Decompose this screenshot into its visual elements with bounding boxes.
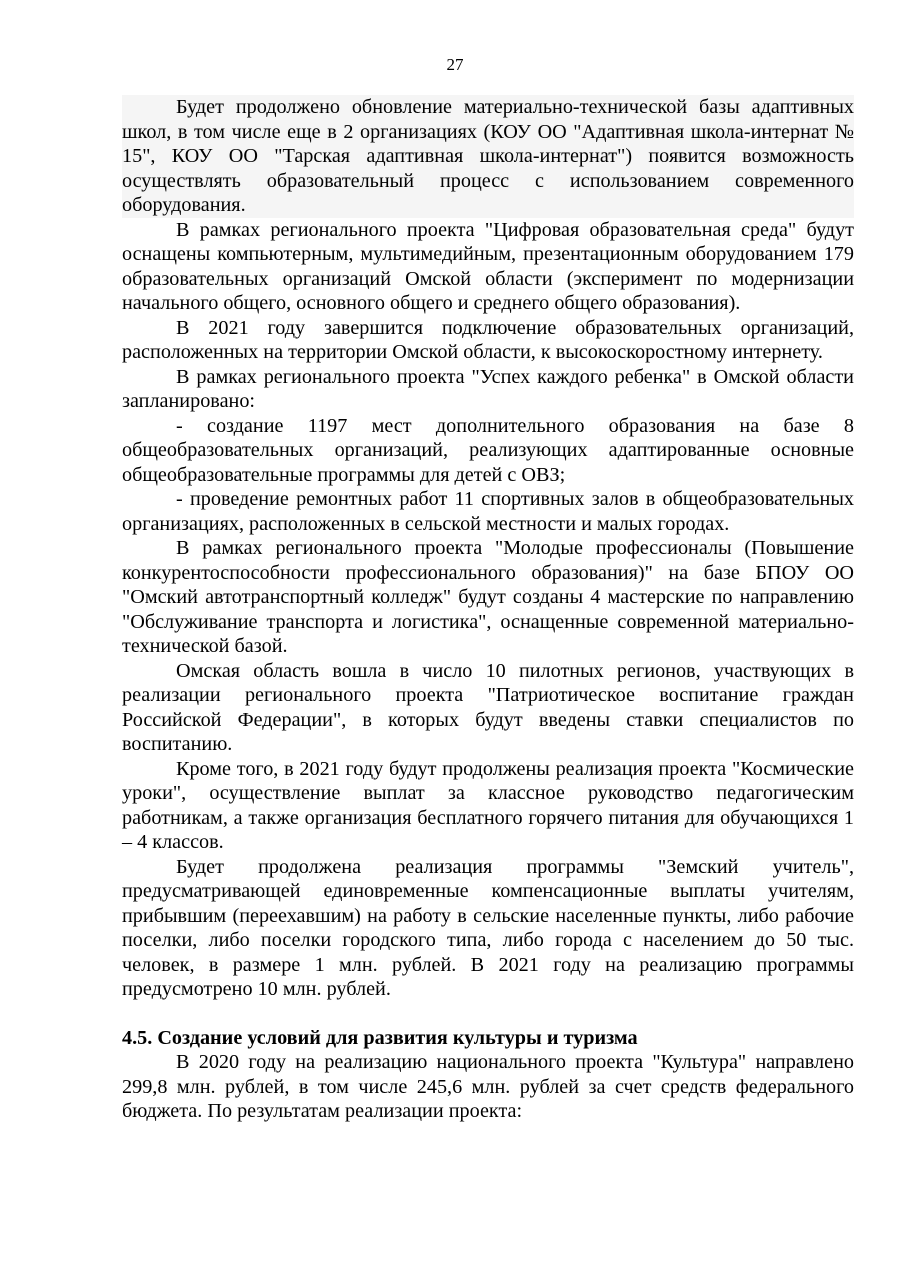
paragraph-space-lessons: Кроме того, в 2021 году будут продолжены реализация проекта "Космические уроки", осуществление выплат за классное руководство педагогическим работникам, а также организация бесплатного горячего питания для обучающихся 1 – 4 классов. xyxy=(122,757,854,853)
paragraph-internet-connection: В 2021 году завершится подключение образовательных организаций, расположенных на территории Омской области, к высокоскоростному интернету. xyxy=(122,316,854,363)
paragraph-success-of-every-child: В рамках регионального проекта "Успех каждого ребенка" в Омской области запланировано: xyxy=(122,365,854,412)
section-spacer xyxy=(122,1002,854,1026)
paragraph-culture-project: В 2020 году на реализацию национального проекта "Культура" направлено 299,8 млн. рублей, в том числе 245,6 млн. рублей за счет средств федерального бюджета. По результатам реализации проекта: xyxy=(122,1051,854,1122)
paragraph-patriotic-education: Омская область вошла в число 10 пилотных регионов, участвующих в реализации регионального проекта "Патриотическое воспитание граждан Российской Федерации", в которых будут введены ставки специалистов по воспитанию. xyxy=(122,659,854,755)
section-heading: 4.5. Создание условий для развития культуры и туризма xyxy=(122,1026,638,1049)
list-item-additional-education: - создание 1197 мест дополнительного образования на базе 8 общеобразовательных организаций, реализующих адаптированные основные общеобразовательные программы для детей с ОВЗ; xyxy=(122,414,854,486)
list-item-sports-halls: - проведение ремонтных работ 11 спортивных залов в общеобразовательных организациях, расположенных в сельской местности и малых городах. xyxy=(122,488,854,535)
paragraph-zemsky-teacher: Будет продолжена реализация программы "Земский учитель", предусматривающей единовременные компенсационные выплаты учителям, прибывшим (переехавшим) на работу в сельские населенные пункты, либо рабочие поселки, либо поселки городского типа, либо города с населением до 50 тыс. человек, в размере 1 млн. рублей. В 2021 году на реализацию программы предусмотрено 10 млн. рублей. xyxy=(122,855,854,1000)
paragraph-adaptive-schools: Будет продолжено обновление материально-технической базы адаптивных школ, в том числе еще в 2 организациях (КОУ ОО "Адаптивная школа-интернат № 15", КОУ ОО "Тарская адаптивная школа-интернат") появится возможность осуществлять образовательный процесс с использованием современного оборудования. xyxy=(122,96,854,216)
document-body xyxy=(122,95,854,1124)
page-number: 27 xyxy=(446,55,464,74)
paragraph-young-professionals: В рамках регионального проекта "Молодые профессионалы (Повышение конкурентоспособности профессионального образования)" на базе БПОУ ОО "Омский автотранспортный колледж" будут созданы 4 мастерские по направлению "Обслуживание транспорта и логистика", оснащенные современной материально-технической базой. xyxy=(122,537,854,657)
paragraph-digital-environment: В рамках регионального проекта "Цифровая образовательная среда" будут оснащены компьютерным, мультимедийным, презентационным оборудованием 179 образовательных организаций Омской области (эксперимент по модернизации начального общего, основного общего и среднего общего образования). xyxy=(122,218,854,314)
